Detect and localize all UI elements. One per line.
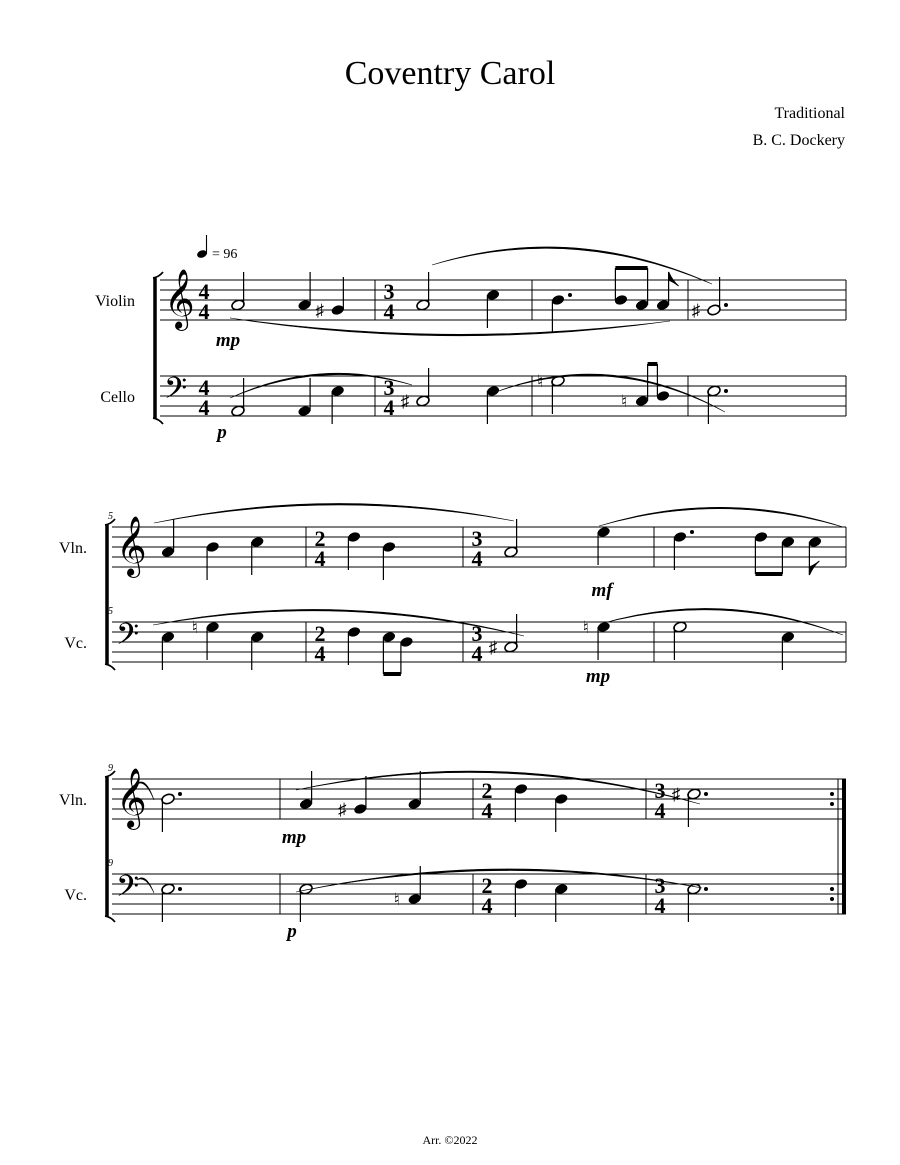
time-signature-numerator: 3: [471, 526, 483, 551]
natural-sign: ♮: [393, 890, 400, 909]
instrument-label-cello: Vc.: [64, 635, 87, 652]
time-signature-denominator: 4: [383, 395, 395, 420]
time-signature-numerator: 3: [383, 375, 395, 400]
time-signature-numerator: 2: [481, 873, 493, 898]
time-signature-numerator: 3: [383, 279, 395, 304]
instrument-label-violin: Vln.: [59, 792, 87, 809]
measure: [472, 519, 611, 666]
time-signature-denominator: 4: [654, 798, 666, 823]
sharp-sign: ♯: [488, 638, 498, 657]
measure: [692, 277, 728, 424]
arranger-credit: B. C. Dockery: [752, 132, 845, 149]
measure: [161, 519, 265, 670]
measure: [384, 272, 501, 424]
repeat-dot: [830, 887, 834, 891]
treble-clef: 𝄞: [116, 770, 147, 827]
sharp-sign: ♯: [671, 785, 681, 804]
sharp-sign: ♯: [338, 800, 347, 819]
natural-sign: ♮: [191, 618, 198, 637]
augmentation-dot: [704, 887, 708, 891]
tie-slur: [137, 878, 154, 893]
time-signature-numerator: 3: [654, 873, 666, 898]
staff-system: [59, 763, 844, 922]
treble-clef: 𝄞: [164, 271, 195, 328]
measure: [299, 771, 422, 922]
repeat-dot: [830, 802, 834, 806]
composer-credit: Traditional: [774, 105, 845, 122]
time-signature-denominator: 4: [471, 546, 483, 571]
natural-sign: ♮: [620, 392, 628, 411]
violin-staff: [112, 779, 846, 819]
cello-staff: [160, 376, 846, 416]
measure: [161, 792, 182, 922]
dynamic-marking: p: [217, 422, 227, 443]
measure-number: 5: [108, 511, 113, 522]
measure: [655, 778, 709, 922]
time-signature-numerator: 2: [314, 526, 326, 551]
bracket-hook-top: [153, 272, 163, 278]
time-signature-denominator: 4: [198, 299, 210, 324]
phrase-slur: [296, 869, 702, 892]
eighth-flag: [809, 561, 819, 575]
time-signature-numerator: 4: [198, 279, 210, 304]
sharp-sign: ♯: [400, 392, 410, 411]
augmentation-dot: [724, 303, 728, 307]
violin-staff: [160, 280, 846, 320]
measure-number: 9: [108, 858, 113, 869]
time-signature-denominator: 4: [314, 546, 326, 571]
phrase-slur: [599, 507, 843, 527]
time-signature-denominator: 4: [481, 798, 493, 823]
instrument-label-violin: Violin: [95, 293, 135, 310]
time-signature-numerator: 3: [471, 621, 483, 646]
bracket-hook-bottom: [105, 664, 115, 670]
measure-number: 5: [108, 606, 113, 617]
repeat-dot: [830, 897, 834, 901]
sharp-sign: ♯: [315, 301, 324, 320]
time-signature-denominator: 4: [481, 893, 493, 918]
cello-staff: [112, 874, 846, 914]
time-signature-numerator: 2: [481, 778, 493, 803]
measure: [673, 530, 823, 670]
time-signature-denominator: 4: [383, 299, 395, 324]
sharp-sign: ♯: [691, 301, 701, 320]
augmentation-dot: [178, 887, 182, 891]
piece-title: Coventry Carol: [344, 55, 556, 92]
measure-number: 9: [108, 763, 113, 774]
dynamic-marking: mp: [585, 666, 611, 687]
bracket-hook-bottom: [153, 418, 163, 424]
bass-clef: 𝄢: [116, 618, 140, 658]
natural-sign: ♮: [536, 372, 544, 391]
measure: [482, 778, 569, 922]
instrument-label-violin: Vln.: [59, 540, 87, 557]
tempo-marking: = 96: [212, 247, 238, 262]
instrument-label-cello: Cello: [100, 389, 135, 406]
staff-system: [59, 511, 846, 670]
copyright-footer: Arr. ©2022: [422, 1133, 478, 1147]
dynamic-marking: mf: [591, 580, 613, 601]
bass-clef: 𝄢: [164, 372, 188, 412]
dynamic-marking: p: [287, 921, 297, 942]
time-signature-denominator: 4: [314, 641, 326, 666]
augmentation-dot: [568, 293, 572, 297]
time-signature-denominator: 4: [654, 893, 666, 918]
dynamic-marking: mp: [281, 827, 307, 848]
repeat-dot: [830, 792, 834, 796]
augmentation-dot: [704, 792, 708, 796]
bass-clef: 𝄢: [116, 870, 140, 910]
time-signature-numerator: 3: [654, 778, 666, 803]
phrase-slur: [154, 503, 514, 523]
dynamic-marking: mp: [215, 330, 241, 351]
instrument-label-cello: Vc.: [64, 887, 87, 904]
bracket-hook-bottom: [105, 916, 115, 922]
time-signature-numerator: 4: [198, 375, 210, 400]
time-signature-numerator: 2: [314, 621, 326, 646]
time-signature-denominator: 4: [471, 641, 483, 666]
time-signature-denominator: 4: [198, 395, 210, 420]
augmentation-dot: [724, 389, 728, 393]
augmentation-dot: [178, 792, 182, 796]
eighth-flag: [669, 272, 679, 286]
natural-sign: ♮: [582, 618, 589, 637]
augmentation-dot: [690, 530, 694, 534]
treble-clef: 𝄞: [116, 518, 147, 575]
phrase-slur: [230, 318, 670, 336]
